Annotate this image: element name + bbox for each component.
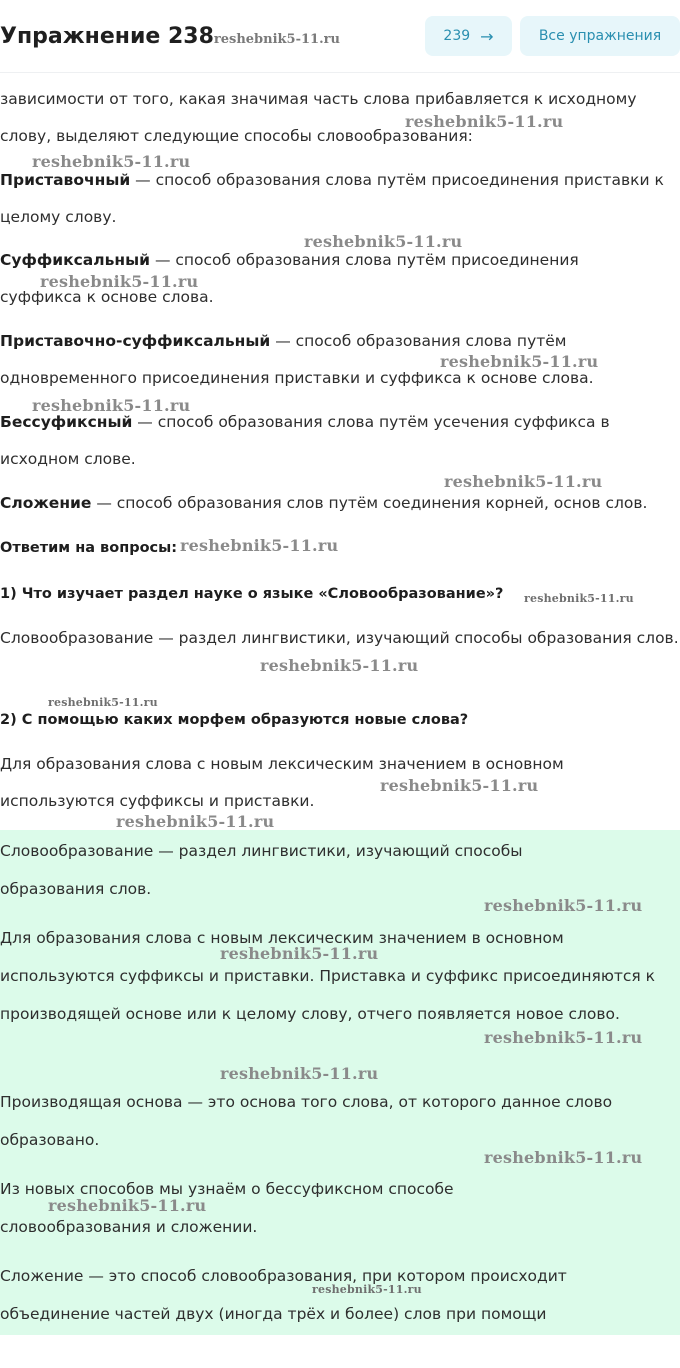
method-compound-term: Сложение xyxy=(0,494,92,512)
method-prefix xyxy=(0,162,680,236)
questions-heading: Ответим на вопросы: xyxy=(0,540,178,556)
title-watermark: reshebnik5-11.ru xyxy=(213,32,340,47)
all-exercises-label: Все упражнения xyxy=(538,28,662,44)
page-title xyxy=(0,24,340,49)
watermark: reshebnik5-11.ru xyxy=(312,1283,422,1296)
watermark: reshebnik5-11.ru xyxy=(304,232,463,251)
watermark: reshebnik5-11.ru xyxy=(32,396,191,415)
method-prefix-suffix-text: — способ образования слова путём одновременного присоединения приставки и суффикса к основе слова. xyxy=(0,332,594,387)
watermark: reshebnik5-11.ru xyxy=(444,472,603,491)
watermark: reshebnik5-11.ru xyxy=(32,152,191,171)
all-exercises-button[interactable] xyxy=(520,16,680,56)
intro-line-2: слову, выделяют следующие способы словообразования: xyxy=(0,127,473,145)
next-exercise-button[interactable] xyxy=(425,16,512,56)
watermark: reshebnik5-11.ru xyxy=(484,1028,643,1047)
watermark: reshebnik5-11.ru xyxy=(484,1148,643,1167)
answer-1: Словообразование — раздел лингвистики, изучающий способы образования слов. xyxy=(0,629,679,647)
method-suffix-text: — способ образования слова путём присоединения суффикса к основе слова. xyxy=(0,251,579,306)
intro-paragraph xyxy=(0,81,680,155)
method-prefix-term: Приставочный xyxy=(0,171,131,189)
method-compound-text: — способ образования слов путём соединения корней, основ слов. xyxy=(91,494,648,512)
watermark: reshebnik5-11.ru xyxy=(220,1064,379,1083)
watermark: reshebnik5-11.ru xyxy=(405,112,564,131)
method-no-suffix-term: Бессуфиксный xyxy=(0,413,133,431)
watermark: reshebnik5-11.ru xyxy=(260,656,419,675)
answer-2: Для образования слова с новым лексическим значением в основном используются суффиксы и приставки. xyxy=(0,755,564,810)
arrow-right-icon: → xyxy=(480,26,494,46)
watermark: reshebnik5-11.ru xyxy=(180,536,339,555)
answer-paragraph-3: Производящая основа — это основа того слова, от которого данное слово образовано. xyxy=(0,1093,613,1149)
watermark: reshebnik5-11.ru xyxy=(220,944,379,963)
page-header xyxy=(0,0,680,73)
watermark: reshebnik5-11.ru xyxy=(48,1196,207,1215)
method-no-suffix xyxy=(0,404,640,478)
watermark: reshebnik5-11.ru xyxy=(40,272,199,291)
watermark: reshebnik5-11.ru xyxy=(524,592,634,605)
question-2: 2) С помощью каких морфем образуются новые слова? xyxy=(0,712,469,728)
method-suffix-term: Суффиксальный xyxy=(0,251,151,269)
watermark: reshebnik5-11.ru xyxy=(380,776,539,795)
method-prefix-suffix-term: Приставочно-суффиксальный xyxy=(0,332,271,350)
answer-paragraph-1: Словообразование — раздел лингвистики, изучающий способы образования слов. xyxy=(0,842,523,898)
question-1: 1) Что изучает раздел науке о языке «Словообразование»? xyxy=(0,586,504,602)
watermark: reshebnik5-11.ru xyxy=(48,696,158,709)
next-exercise-label: 239 xyxy=(443,28,471,44)
watermark: reshebnik5-11.ru xyxy=(440,352,599,371)
watermark: reshebnik5-11.ru xyxy=(116,812,275,831)
method-no-suffix-text: — способ образования слова путём усечения суффикса в исходном слове. xyxy=(0,413,610,468)
page-title-text: Упражнение 238 xyxy=(0,24,214,49)
method-prefix-text: — способ образования слова путём присоединения приставки к целому слову. xyxy=(0,171,664,226)
watermark: reshebnik5-11.ru xyxy=(484,896,643,915)
answer-paragraph-4: Из новых способов мы узнаём о бессуфиксном способе словообразования и сложении. xyxy=(0,1180,454,1236)
intro-line-1: зависимости от того, какая значимая часть слова прибавляется к исходному xyxy=(0,90,637,108)
answer-paragraph-5: Сложение — это способ словообразования, при котором происходит объединение частей двух (иногда трёх и более) слов при помощи xyxy=(0,1267,567,1323)
answer-paragraph-2: Для образования слова с новым лексическим значением в основном используются суффиксы и приставки. Приставка и суффикс присоединяются к производящей основе или к целому слову, отчего появляется новое слово. xyxy=(0,929,656,1023)
